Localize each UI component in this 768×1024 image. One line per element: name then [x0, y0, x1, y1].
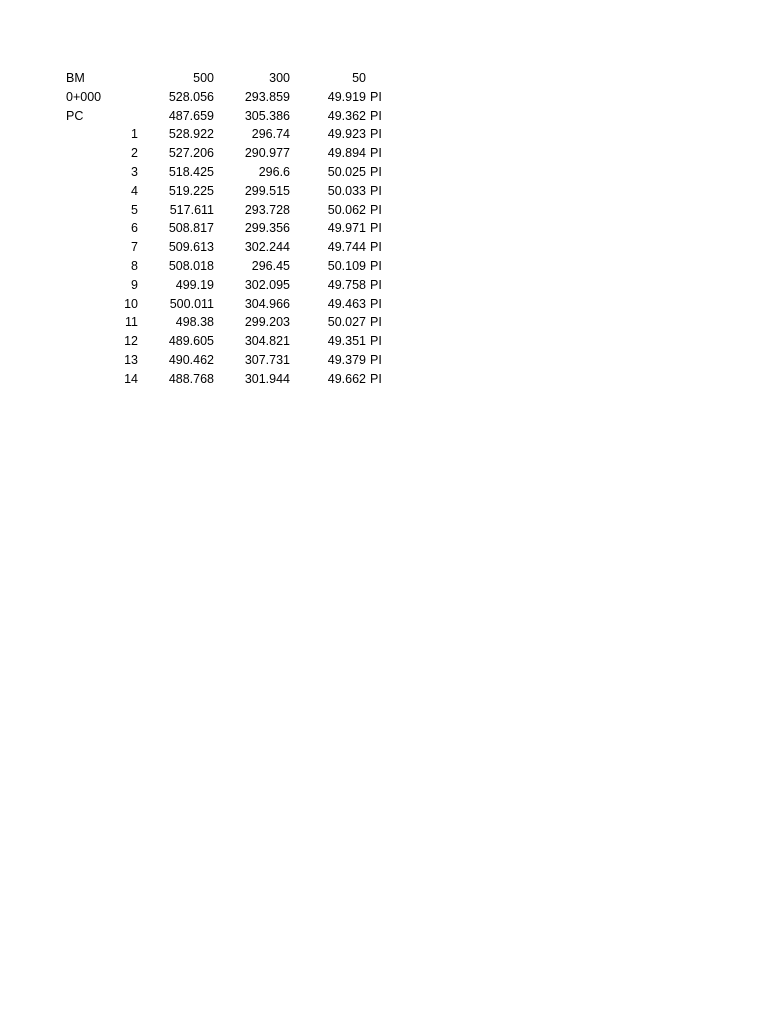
cell-point-number: 14 — [124, 371, 138, 386]
cell-y-value: 302.244 — [244, 240, 290, 255]
cell-point-number: 7 — [131, 240, 138, 255]
table-row — [0, 107, 768, 126]
cell-z-value: 49.971 — [327, 221, 366, 236]
cell-code: PI — [370, 258, 382, 273]
cell-point-number: 5 — [131, 202, 138, 217]
cell-x-value: 509.613 — [168, 240, 214, 255]
cell-x-value: 487.659 — [168, 108, 214, 123]
table-row — [0, 313, 768, 332]
cell-y-value: 307.731 — [244, 352, 290, 367]
cell-code: PI — [370, 240, 382, 255]
cell-code: PI — [370, 146, 382, 161]
cell-code: PI — [370, 296, 382, 311]
cell-x-value: 508.018 — [168, 258, 214, 273]
cell-z-value: 50.025 — [327, 164, 366, 179]
cell-z-value: 49.351 — [327, 334, 366, 349]
cell-point-number: 3 — [131, 164, 138, 179]
cell-z-value: 49.362 — [327, 108, 366, 123]
cell-x-value: 527.206 — [168, 146, 214, 161]
cell-y-value: 304.821 — [244, 334, 290, 349]
table-row — [0, 238, 768, 257]
cell-z-value: 50.062 — [327, 202, 366, 217]
table-row — [0, 201, 768, 220]
cell-label: 0+000 — [66, 89, 102, 104]
cell-point-number: 6 — [131, 221, 138, 236]
cell-code: PI — [370, 315, 382, 330]
cell-z-value: 49.758 — [327, 277, 366, 292]
cell-x-value: 489.605 — [168, 334, 214, 349]
cell-x-value: 490.462 — [168, 352, 214, 367]
cell-y-value: 304.966 — [244, 296, 290, 311]
cell-point-number: 9 — [131, 277, 138, 292]
cell-x-value: 498.38 — [175, 315, 214, 330]
cell-point-number: 8 — [131, 258, 138, 273]
table-row — [0, 351, 768, 370]
cell-code: PI — [370, 164, 382, 179]
table-row — [0, 144, 768, 163]
cell-code: PI — [370, 183, 382, 198]
cell-y-value: 305.386 — [244, 108, 290, 123]
cell-y-value: 296.74 — [251, 127, 290, 142]
cell-y-value: 299.356 — [244, 221, 290, 236]
cell-code: PI — [370, 352, 382, 367]
cell-x-value: 528.922 — [168, 127, 214, 142]
cell-y-value: 293.859 — [244, 89, 290, 104]
table-row — [0, 332, 768, 351]
cell-z-value: 49.463 — [327, 296, 366, 311]
table-row — [0, 219, 768, 238]
cell-x-value: 488.768 — [168, 371, 214, 386]
cell-x-value: 519.225 — [168, 183, 214, 198]
table-row — [0, 88, 768, 107]
cell-point-number: 1 — [131, 127, 138, 142]
cell-code: PI — [370, 202, 382, 217]
cell-x-value: 508.817 — [168, 221, 214, 236]
cell-y-value: 296.45 — [251, 258, 290, 273]
cell-code: PI — [370, 127, 382, 142]
table-row — [0, 163, 768, 182]
cell-point-number: 2 — [131, 146, 138, 161]
cell-point-number: 12 — [124, 334, 138, 349]
table-row — [0, 276, 768, 295]
cell-z-value: 49.923 — [327, 127, 366, 142]
cell-z-value: 50.027 — [327, 315, 366, 330]
cell-y-value: 301.944 — [244, 371, 290, 386]
cell-point-number: 13 — [124, 352, 138, 367]
cell-x-value: 500 — [193, 71, 214, 85]
cell-code: PI — [370, 277, 382, 292]
cell-point-number: 4 — [131, 183, 138, 198]
cell-z-value: 49.662 — [327, 371, 366, 386]
table-row — [0, 257, 768, 276]
cell-point-number: 11 — [125, 315, 138, 330]
cell-z-value: 50.109 — [327, 258, 366, 273]
cell-y-value: 299.515 — [244, 183, 290, 198]
cell-x-value: 500.011 — [169, 296, 214, 311]
cell-x-value: 499.19 — [175, 277, 214, 292]
cell-y-value: 299.203 — [244, 315, 290, 330]
cell-x-value: 528.056 — [168, 89, 214, 104]
cell-label: PC — [66, 108, 84, 123]
data-table — [0, 69, 768, 389]
cell-code: PI — [370, 108, 382, 123]
table-row — [0, 182, 768, 201]
cell-code: PI — [370, 334, 382, 349]
cell-z-value: 50 — [352, 71, 366, 85]
cell-z-value: 49.919 — [327, 89, 366, 104]
table-row — [0, 370, 768, 389]
cell-y-value: 296.6 — [258, 164, 290, 179]
cell-x-value: 518.425 — [168, 164, 214, 179]
table-row — [0, 125, 768, 144]
cell-code: PI — [370, 89, 382, 104]
table-row — [0, 69, 768, 88]
cell-y-value: 302.095 — [244, 277, 290, 292]
cell-point-number: 10 — [124, 296, 138, 311]
cell-x-value: 517.611 — [169, 202, 214, 217]
cell-code: PI — [370, 221, 382, 236]
cell-y-value: 293.728 — [244, 202, 290, 217]
cell-code: PI — [370, 371, 382, 386]
cell-y-value: 300 — [269, 71, 290, 85]
cell-y-value: 290.977 — [244, 146, 290, 161]
table-row — [0, 295, 768, 314]
cell-z-value: 49.894 — [327, 146, 366, 161]
cell-z-value: 49.744 — [327, 240, 366, 255]
cell-z-value: 49.379 — [327, 352, 366, 367]
cell-z-value: 50.033 — [327, 183, 366, 198]
cell-label: BM — [66, 71, 85, 85]
